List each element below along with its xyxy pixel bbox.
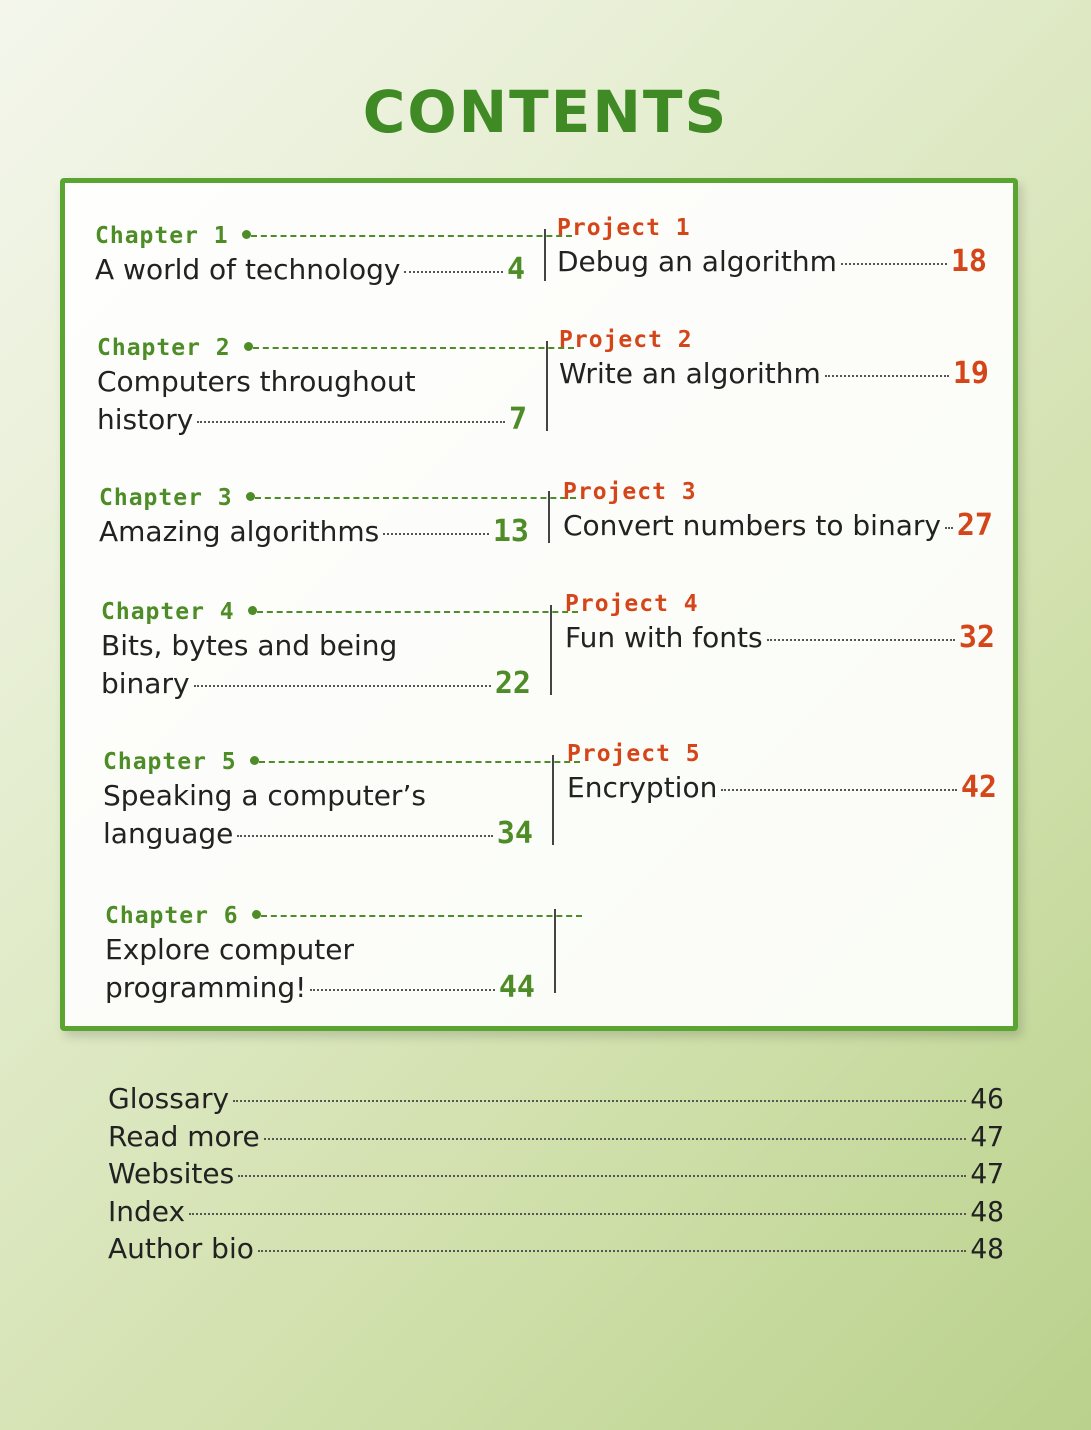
backmatter-page: 46 [970, 1082, 1004, 1115]
chapter-2-entry[interactable] [97, 333, 527, 439]
contents-box [60, 178, 1018, 1031]
chapter-2-title-line-1: Computers throughout [97, 365, 416, 398]
backmatter-item-glossary[interactable] [108, 1080, 1004, 1118]
chapter-6-title-continued: programming! [105, 971, 307, 1004]
connector-dot [248, 606, 257, 615]
project-1-entry[interactable] [557, 213, 987, 281]
divider-line [550, 605, 552, 695]
project-3-title: Convert numbers to binary [563, 509, 941, 542]
project-2-title: Write an algorithm [559, 357, 821, 390]
chapter-1-entry[interactable] [95, 221, 525, 289]
chapter-2-title-line-2 [97, 401, 527, 439]
project-1-label: Project 1 [557, 215, 691, 241]
chapter-3-title-line [99, 513, 529, 551]
project-3-entry[interactable] [563, 477, 993, 545]
chapter-3-entry[interactable] [99, 483, 529, 551]
chapter-1-label: Chapter 1 [95, 223, 229, 249]
project-5-title-line [567, 769, 997, 807]
backmatter-item-author-bio[interactable] [108, 1230, 1004, 1268]
chapter-2-label: Chapter 2 [97, 335, 231, 361]
leader-dots [238, 1175, 966, 1177]
chapter-3-title: Amazing algorithms [99, 515, 380, 548]
project-3-label: Project 3 [563, 479, 697, 505]
project-5-page: 42 [960, 770, 997, 805]
project-2-page: 19 [952, 356, 989, 391]
leader-dots [194, 685, 491, 687]
chapter-5-label: Chapter 5 [103, 749, 237, 775]
connector-dot [252, 910, 261, 919]
backmatter-label: Author bio [108, 1232, 254, 1265]
leader-dots [841, 263, 947, 265]
chapter-2-page: 7 [508, 402, 527, 437]
project-4-entry[interactable] [565, 589, 995, 657]
leader-dots [197, 421, 505, 423]
chapter-4-title-line-1: Bits, bytes and being [101, 629, 398, 662]
project-3-title-line [563, 507, 993, 545]
backmatter-list [108, 1080, 1004, 1268]
chapter-3-page: 13 [492, 514, 529, 549]
project-5-label: Project 5 [567, 741, 701, 767]
leader-dots [310, 989, 495, 991]
leader-dots [237, 835, 493, 837]
connector-line [255, 497, 576, 499]
connector-line [261, 915, 582, 917]
chapter-5-entry[interactable] [103, 747, 533, 853]
connector-dot [250, 756, 259, 765]
connector-dot [242, 230, 251, 239]
chapter-4-entry[interactable] [101, 597, 531, 703]
backmatter-page: 47 [970, 1119, 1004, 1153]
chapter-4-label: Chapter 4 [101, 599, 235, 625]
chapter-2-title-continued: history [97, 403, 194, 436]
leader-dots [383, 533, 489, 535]
backmatter-label: Index [108, 1194, 186, 1228]
project-2-entry[interactable] [559, 325, 989, 393]
divider-line [552, 755, 554, 845]
project-1-page: 18 [950, 244, 987, 279]
page-title: CONTENTS [362, 78, 729, 146]
connector-dot [244, 342, 253, 351]
project-4-page: 32 [958, 620, 995, 655]
leader-dots [945, 527, 953, 529]
leader-dots [825, 375, 949, 377]
project-5-title: Encryption [567, 771, 718, 804]
leader-dots [264, 1138, 966, 1140]
backmatter-label: Read more [108, 1119, 260, 1153]
chapter-5-title-continued: language [103, 817, 234, 850]
chapter-5-title-line-1: Speaking a computer’s [103, 779, 426, 812]
backmatter-page: 47 [970, 1157, 1004, 1190]
leader-dots [721, 789, 957, 791]
chapter-3-label: Chapter 3 [99, 485, 233, 511]
backmatter-page: 48 [970, 1194, 1004, 1228]
leader-dots [767, 639, 955, 641]
chapter-6-label: Chapter 6 [105, 903, 239, 929]
connector-line [253, 347, 574, 349]
chapter-5-page: 34 [496, 816, 533, 851]
chapter-4-title-continued: binary [101, 667, 190, 700]
divider-line [548, 491, 550, 543]
divider-line [544, 229, 546, 281]
project-4-label: Project 4 [565, 591, 699, 617]
chapter-1-page: 4 [506, 252, 525, 287]
chapter-4-title-line-2 [101, 665, 531, 703]
divider-line [554, 909, 556, 993]
chapter-4-page: 22 [494, 666, 531, 701]
backmatter-item-read-more[interactable] [108, 1118, 1004, 1156]
chapter-6-title-line-2 [105, 969, 535, 1007]
leader-dots [258, 1250, 966, 1252]
leader-dots [233, 1100, 966, 1102]
chapter-6-title-line-1: Explore computer [105, 933, 355, 966]
chapter-6-entry[interactable] [105, 901, 535, 1007]
project-4-title: Fun with fonts [565, 621, 763, 654]
chapter-6-page: 44 [498, 970, 535, 1005]
chapter-5-title-line-2 [103, 815, 533, 853]
project-4-title-line [565, 619, 995, 657]
project-1-title: Debug an algorithm [557, 245, 837, 278]
backmatter-item-websites[interactable] [108, 1155, 1004, 1193]
connector-line [257, 611, 578, 613]
backmatter-label: Glossary [108, 1082, 230, 1115]
backmatter-page: 48 [970, 1232, 1004, 1265]
backmatter-label: Websites [108, 1157, 235, 1190]
connector-dot [246, 492, 255, 501]
connector-line [259, 761, 580, 763]
project-2-label: Project 2 [559, 327, 693, 353]
project-3-page: 27 [956, 508, 993, 543]
leader-dots [189, 1213, 966, 1215]
chapter-1-title: A world of technology [95, 253, 401, 286]
connector-line [251, 235, 572, 237]
project-5-entry[interactable] [567, 739, 997, 807]
backmatter-item-index[interactable] [108, 1193, 1004, 1231]
project-1-title-line [557, 243, 987, 281]
project-2-title-line [559, 355, 989, 393]
chapter-1-title-line [95, 251, 525, 289]
leader-dots [404, 271, 503, 273]
divider-line [546, 341, 548, 431]
